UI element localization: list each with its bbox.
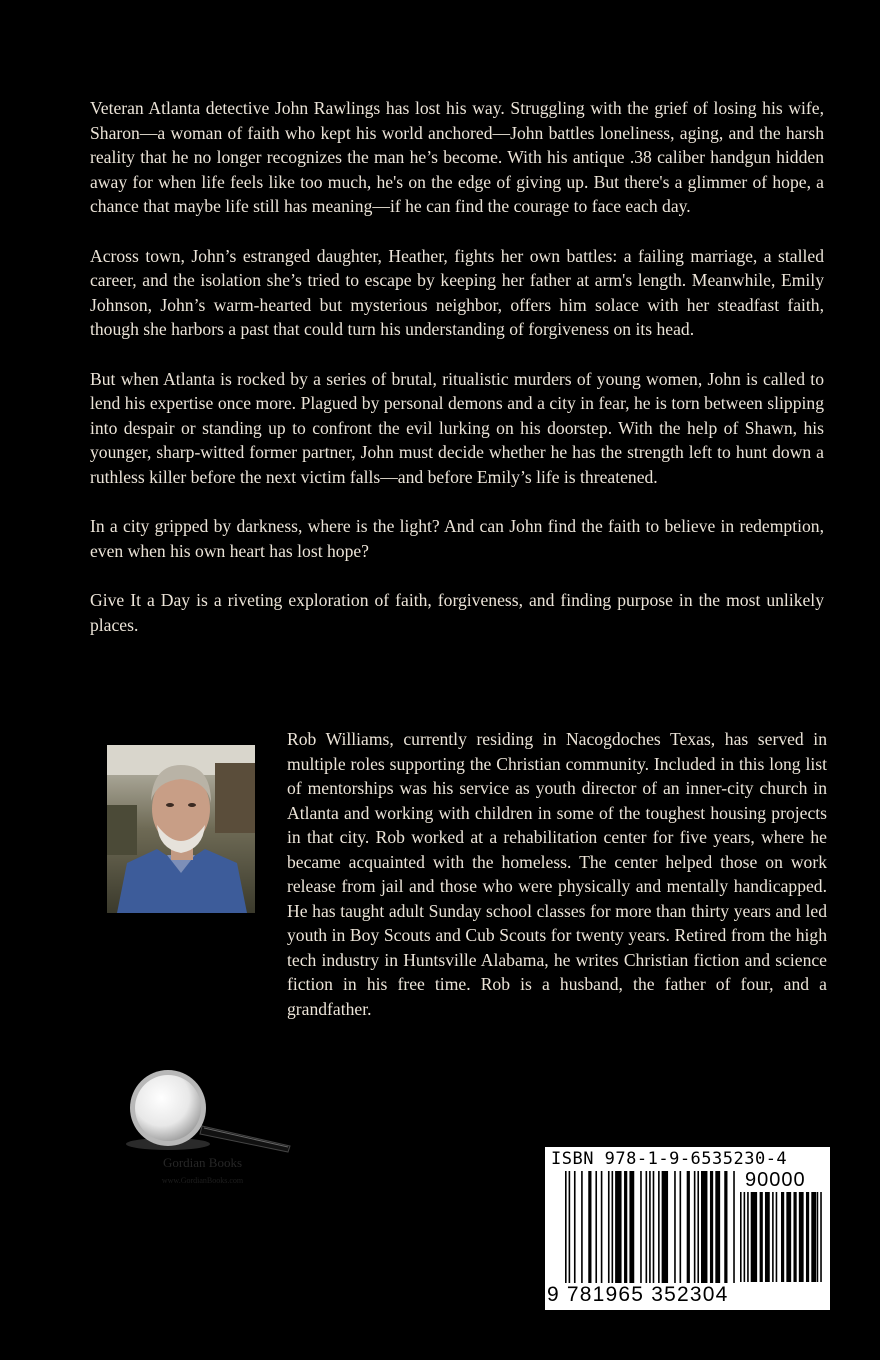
barcode-bar (595, 1171, 597, 1283)
barcode-bar (615, 1171, 621, 1283)
barcode-bar (687, 1171, 690, 1283)
back-cover-blurb (90, 96, 824, 662)
barcode-bar (744, 1192, 746, 1282)
barcode-bar (697, 1171, 699, 1283)
barcode-bar (624, 1171, 627, 1283)
barcode-bar (765, 1192, 770, 1282)
barcode-bar (715, 1171, 720, 1283)
barcode-bar (817, 1192, 819, 1282)
barcode-bar (588, 1171, 591, 1283)
barcode-bar (680, 1171, 682, 1283)
barcode-bar (601, 1171, 603, 1283)
barcode-bar (662, 1171, 668, 1283)
barcode-bar (724, 1171, 727, 1283)
author-bio: Rob Williams, currently residing in Nacogdoches Texas, has served in multiple roles supporting the Christian community. Included in this long list of mentorships was his service as youth director of an inner-city church in Atlanta and working with children in some of the toughest housing projects in that city. Rob worked at a rehabilitation center for five years, where he became acquainted with the homeless. The center helped those on work release from jail and those who were physically and mentally handicapped. He has taught adult Sunday school classes for more than thirty years and led youth in Boy Scouts and Cub Scouts for twenty years. Retired from the high tech industry in Huntsville Alabama, he writes Christian fiction and science fiction in his free time. Rob is a husband, the father of four, and a grandfather. (287, 729, 827, 1019)
barcode-bar (786, 1192, 791, 1282)
barcode-bar (674, 1171, 676, 1283)
publisher-name: Gordian Books (162, 1155, 243, 1170)
barcode-bar (646, 1171, 648, 1283)
publisher-logo (118, 1068, 298, 1193)
barcode-bar (733, 1171, 735, 1283)
price-addon-bars (740, 1192, 822, 1282)
publisher-url: www.GordianBooks.com (161, 1176, 244, 1185)
barcode-bar (608, 1171, 610, 1283)
barcode-bar (820, 1192, 822, 1282)
barcode-bar (799, 1192, 804, 1282)
barcode-bar (751, 1192, 757, 1282)
price-code: 90000 (745, 1169, 806, 1191)
blurb-paragraph: Give It a Day is a riveting exploration of faith, forgiveness, and finding purpose in the most unlikely places. (90, 590, 824, 635)
barcode-bar (640, 1171, 642, 1283)
barcode-bar (776, 1192, 778, 1282)
barcode-bar (772, 1192, 774, 1282)
barcode-bar (740, 1192, 742, 1282)
barcode-bar (793, 1192, 796, 1282)
barcode-bar (806, 1192, 809, 1282)
magnifying-glass-icon (118, 1068, 298, 1153)
blurb-paragraph: But when Atlanta is rocked by a series of brutal, ritualistic murders of young women, John is called to lend his expertise once more. Plagued by personal demons and a city in fear, he is torn between slipping into despair or standing up to confront the evil lurking on his doorstep. With the help of Shawn, his younger, sharp-witted former partner, John must decide whether he has the strength left to hunt down a ruthless killer before the next victim falls—and before Emily’s life is threatened. (90, 368, 824, 487)
barcode-bar (710, 1171, 713, 1283)
barcode-bar (581, 1171, 583, 1283)
barcode-bar (629, 1171, 634, 1283)
barcode-bar (760, 1192, 763, 1282)
blurb-paragraph: In a city gripped by darkness, where is the light? And can John find the faith to believe in redemption, even when his own heart has lost hope? (90, 516, 824, 561)
barcode-bar (701, 1171, 707, 1283)
blurb-paragraph: Veteran Atlanta detective John Rawlings has lost his way. Struggling with the grief of losing his wife, Sharon—a woman of faith who kept his world anchored—John battles loneliness, aging, and the harsh reality that he no longer recognizes the man he’s become. With his antique .38 caliber handgun hidden away for when life feels like too much, he's on the edge of giving up. But there's a glimmer of hope, a chance that maybe life still has meaning—if he can find the courage to face each day. (90, 98, 824, 216)
barcode-bar (747, 1192, 749, 1282)
ean-barcode-bars (565, 1171, 735, 1283)
barcode-bar (649, 1171, 651, 1283)
isbn-barcode (545, 1147, 830, 1310)
barcode-bar (653, 1171, 655, 1283)
isbn-label: ISBN 978-1-9-6535230-4 (551, 1149, 788, 1169)
ean-digits: 9 781965 352304 (547, 1283, 729, 1306)
blurb-paragraph: Across town, John’s estranged daughter, Heather, fights her own battles: a failing marriage, a stalled career, and the isolation she’s tried to escape by keeping her father at arm's length. Meanwhile, Emily Johnson, John’s warm-hearted but mysterious neighbor, offers him solace with her steadfast faith, though she harbors a past that could turn his understanding of forgiveness on its head. (90, 245, 824, 339)
barcode-bar (694, 1171, 696, 1283)
author-photo (107, 745, 255, 913)
barcode-bar (565, 1171, 567, 1283)
barcode-bar (569, 1171, 571, 1283)
barcode-bar (781, 1192, 784, 1282)
barcode-bar (612, 1171, 614, 1283)
barcode-bar (658, 1171, 660, 1283)
barcode-bar (574, 1171, 576, 1283)
barcode-bar (811, 1192, 816, 1282)
